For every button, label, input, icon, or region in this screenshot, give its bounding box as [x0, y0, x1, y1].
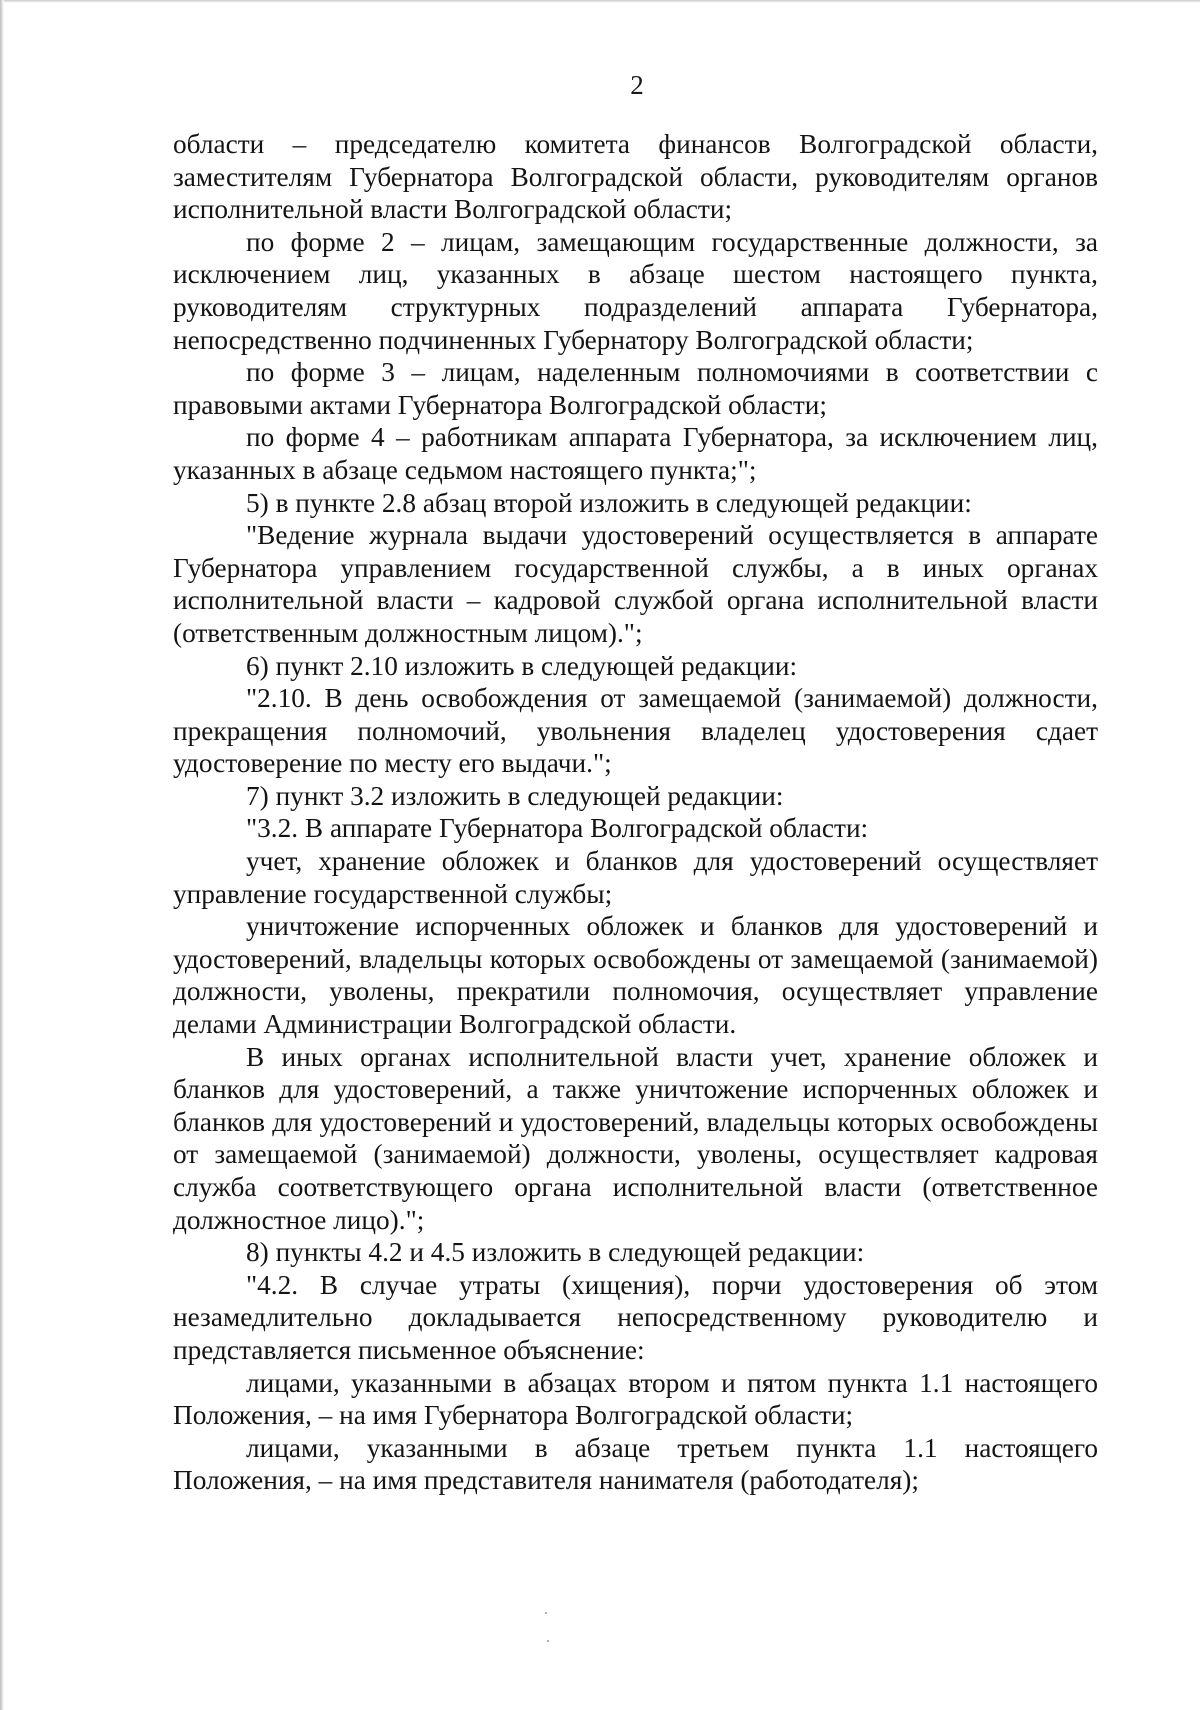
paragraph: 7) пункт 3.2 изложить в следующей редакции: — [246, 780, 784, 811]
paragraph: по форме 2 – лицам, замещающим государственные должности, за исключением лиц, указанных в абзаце шестом настоящего пункта, руководителям структурных подразделений аппарата Губернатора, непосредственно подчиненных Губернатору Волгоградской области; — [173, 226, 1098, 355]
scan-edge-left — [0, 0, 4, 1710]
paragraph: "2.10. В день освобождения от замещаемой (занимаемой) должности, прекращения полномочий, увольнения владелец удостоверения сдает удостоверение по месту его выдачи."; — [173, 683, 1098, 779]
paragraph: 8) пункты 4.2 и 4.5 изложить в следующей редакции: — [246, 1237, 865, 1268]
page-number: 2 — [630, 70, 644, 100]
scan-edge-top — [0, 0, 1200, 3]
paragraph: "Ведение журнала выдачи удостоверений осуществляется в аппарате Губернатора управлением государственной службы, а в иных органах исполнительной власти – кадровой службой органа исполнительной власти (ответственным должностным лицом)."; — [173, 520, 1098, 648]
scan-speck — [547, 1640, 549, 1642]
paragraph: В иных органах исполнительной власти учет, хранение обложек и бланков для удостоверений, а также уничтожение испорченных обложек и бланков для удостоверений и удостоверений, владельцы которых освобождены от замещаемой (занимаемой) должности, уволены, осуществляет кадровая служба соответствующего органа исполнительной власти (ответственное должностное лицо)."; — [173, 1041, 1098, 1235]
paragraph: учет, хранение обложек и бланков для удостоверений осуществляет управление государственной службы; — [173, 846, 1098, 909]
paragraph: 6) пункт 2.10 изложить в следующей редакции: — [246, 650, 798, 681]
paragraph: по форме 3 – лицам, наделенным полномочиями в соответствии с правовыми актами Губернатора Волгоградской области; — [173, 357, 1098, 420]
paragraph: "4.2. В случае утраты (хищения), порчи удостоверения об этом незамедлительно докладывается непосредственному руководителю и представляется письменное объяснение: — [173, 1269, 1098, 1365]
document-body — [173, 128, 1098, 1497]
paragraph: лицами, указанными в абзаце третьем пункта 1.1 настоящего Положения, – на имя представителя нанимателя (работодателя); — [173, 1432, 1098, 1496]
paragraph: уничтожение испорченных обложек и бланков для удостоверений и удостоверений, владельцы которых освобождены от замещаемой (занимаемой) должности, уволены, прекратили полномочия, осуществляет управление делами Администрации Волгоградской области. — [173, 911, 1098, 1040]
paragraph: по форме 4 – работникам аппарата Губернатора, за исключением лиц, указанных в абзаце седьмом настоящего пункта;"; — [173, 422, 1098, 485]
paragraph: лицами, указанными в абзацах втором и пятом пункта 1.1 настоящего Положения, – на имя Губернатора Волгоградской области; — [173, 1367, 1098, 1431]
scan-speck — [545, 1612, 547, 1614]
paragraph: "3.2. В аппарате Губернатора Волгоградской области: — [246, 813, 869, 844]
paragraph: 5) в пункте 2.8 абзац второй изложить в следующей редакции: — [246, 487, 972, 518]
paragraph: области – председателю комитета финансов Волгоградской области, заместителям Губернатора Волгоградской области, руководителям органов исполнительной власти Волгоградской области; — [173, 129, 1098, 225]
